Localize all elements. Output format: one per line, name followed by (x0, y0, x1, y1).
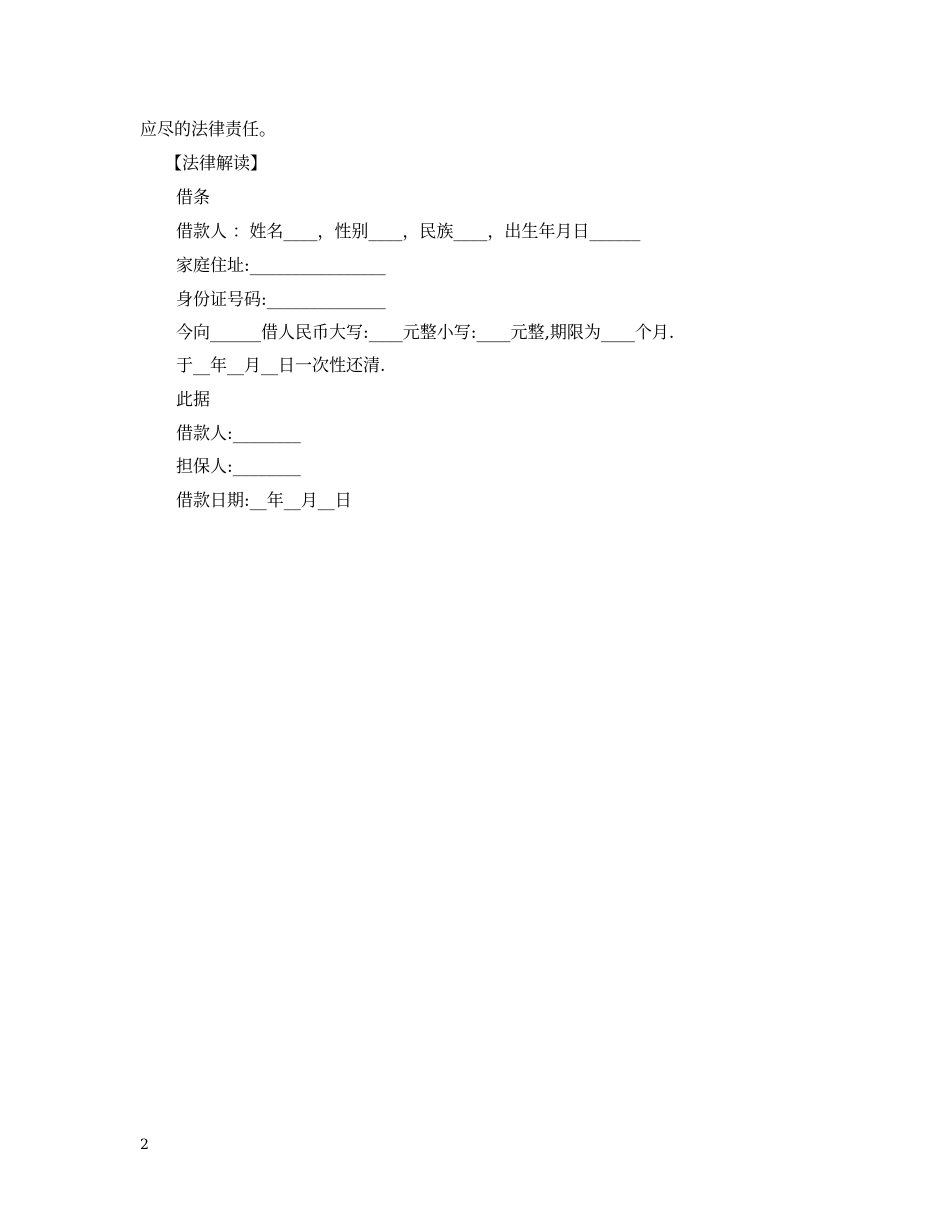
repayment-date-line: 于__年__月__日一次性还清. (176, 356, 386, 376)
text-line-continuation: 应尽的法律责任。 (140, 120, 276, 140)
loan-amount-line: 今向______借人民币大写:____元整小写:____元整,期限为____个月. (176, 323, 675, 343)
section-heading-legal-interpretation: 【法律解读】 (165, 154, 267, 174)
home-address-line: 家庭住址:________________ (176, 256, 386, 276)
id-number-line: 身份证号码:______________ (176, 290, 386, 310)
guarantor-signature-line: 担保人:________ (176, 457, 301, 477)
borrower-info-line: 借款人 ：姓名____，性别____，民族____，出生年月日______ (176, 222, 641, 242)
iou-title: 借条 (176, 188, 210, 208)
loan-date-line: 借款日期:__年__月__日 (176, 491, 352, 511)
borrower-signature-line: 借款人:________ (176, 424, 301, 444)
page-number: 2 (140, 1137, 149, 1153)
hereby-line: 此据 (176, 390, 210, 410)
